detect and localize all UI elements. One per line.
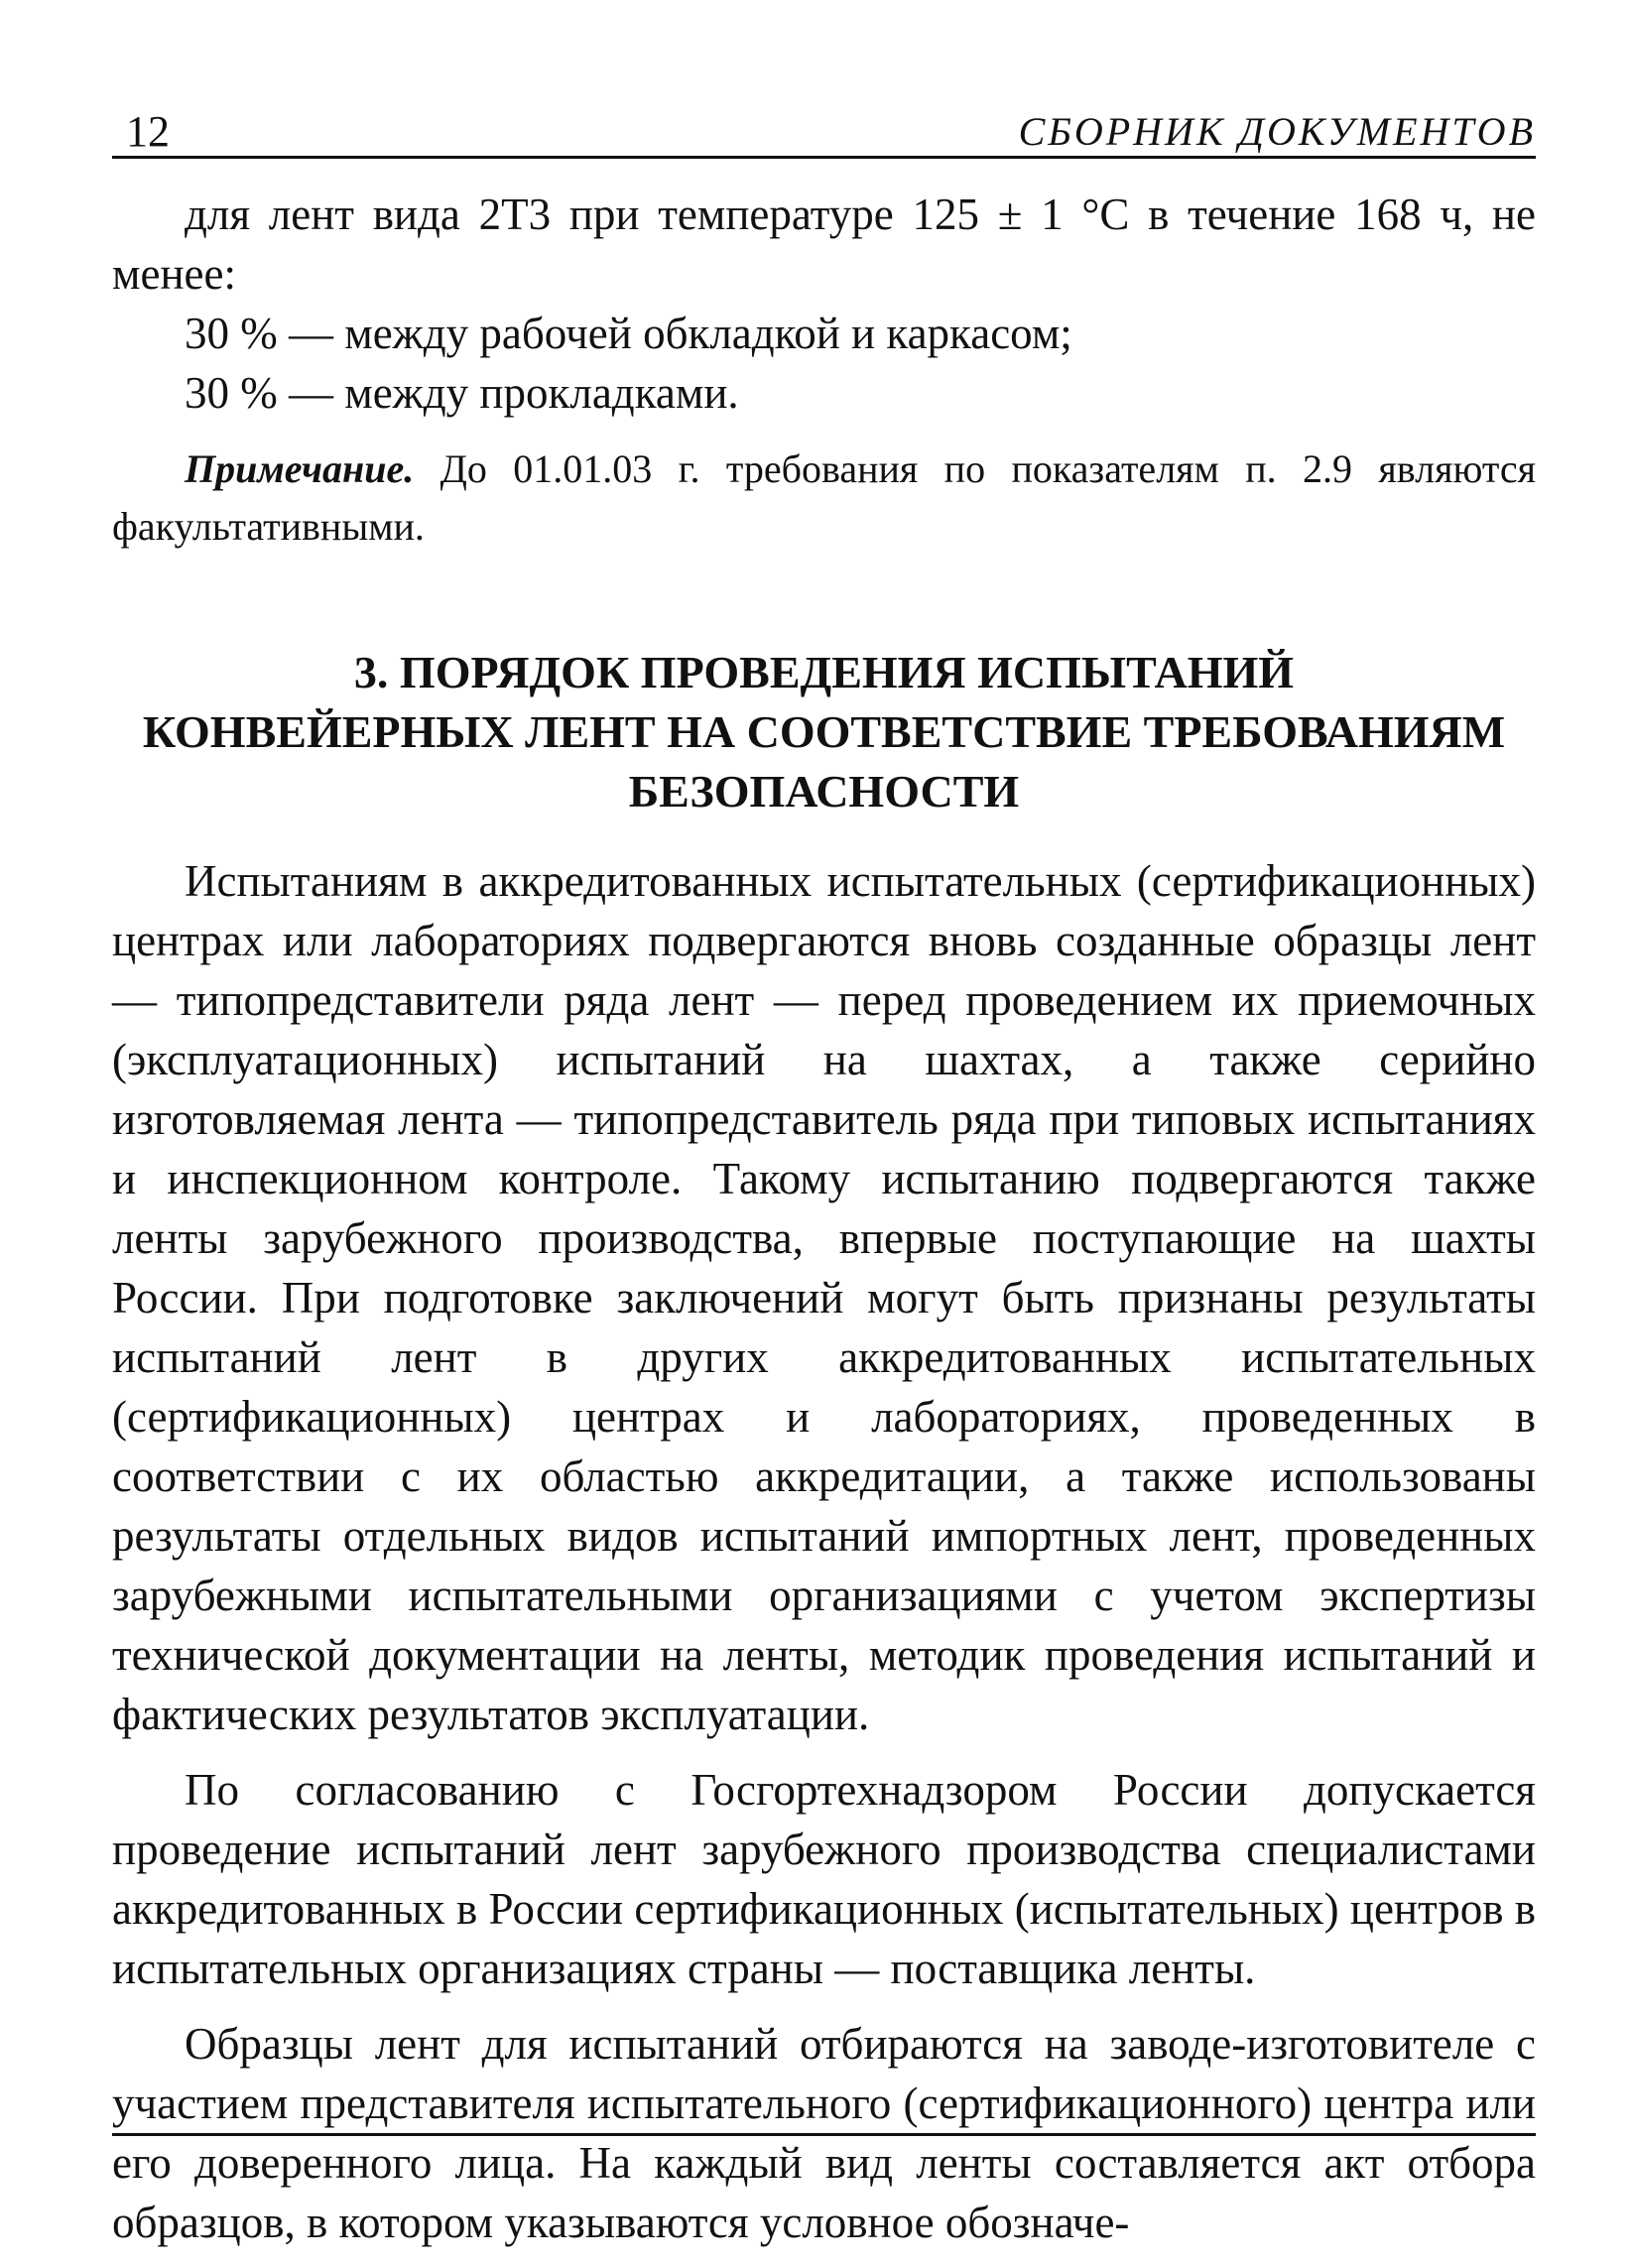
running-title: СБОРНИК ДОКУМЕНТОВ [1018, 109, 1536, 154]
page-number: 12 [126, 107, 170, 156]
continuation-text: для лент вида 2Т3 при температуре 125 ± 1 °С в течение 168 ч, не менее: [112, 189, 1536, 299]
bottom-rule [112, 2133, 1536, 2136]
running-header [112, 94, 1536, 159]
paragraph: По согласованию с Госгортехнадзором России допускается проведение испытаний лент зарубежного производства специалистами аккредитованных в России сертификационных (испытательных) центров в испытательных организациях страны — поставщика ленты. [112, 1765, 1536, 1993]
paragraph: Образцы лент для испытаний отбираются на заводе-изготовителе с участием представителя испытательного (сертификационного) центра или его доверенного лица. На каждый вид ленты составляется акт отбора образцов, в котором указываются условное обозначе- [112, 2019, 1536, 2247]
list-item: 30 % — между прокладками. [185, 368, 739, 418]
section-heading-line: КОНВЕЙЕРНЫХ ЛЕНТ НА СООТВЕТСТВИЕ ТРЕБОВАНИЯМ [142, 706, 1506, 757]
document-page [112, 94, 1536, 2268]
note [112, 441, 1536, 556]
note-text: До 01.01.03 г. требования по показателям п. 2.9 являются факультативными. [112, 446, 1536, 549]
note-label: Примечание. [185, 446, 415, 491]
section-heading-line: 3. ПОРЯДОК ПРОВЕДЕНИЯ ИСПЫТАНИЙ [353, 647, 1295, 697]
list-item: 30 % — между рабочей обкладкой и каркасом; [185, 309, 1072, 358]
paragraph: Испытаниям в аккредитованных испытательных (сертификационных) центрах или лабораториях подвергаются вновь созданные образцы лент — типопредставители ряда лент — перед проведением их приемочных (эксплуатационных) испытаний на шахтах, а также серийно изготовляемая лента — типопредставитель ряда при типовых испытаниях и инспекционном контроле. Такому испытанию подвергаются также ленты зарубежного производства, впервые поступающие на шахты России. При подготовке заключений могут быть признаны результаты испытаний лент в других аккредитованных испытательных (сертификационных) центрах и лабораториях, проведенных в соответствии с их областью аккредитации, а также использованы результаты отдельных видов испытаний импортных лент, проведенных зарубежными испытательными организациями с учетом экспертизы технической документации на ленты, методик проведения испытаний и фактических результатов эксплуатации. [112, 856, 1536, 1739]
section-heading [112, 643, 1536, 821]
section-heading-line: БЕЗОПАСНОСТИ [628, 766, 1020, 817]
